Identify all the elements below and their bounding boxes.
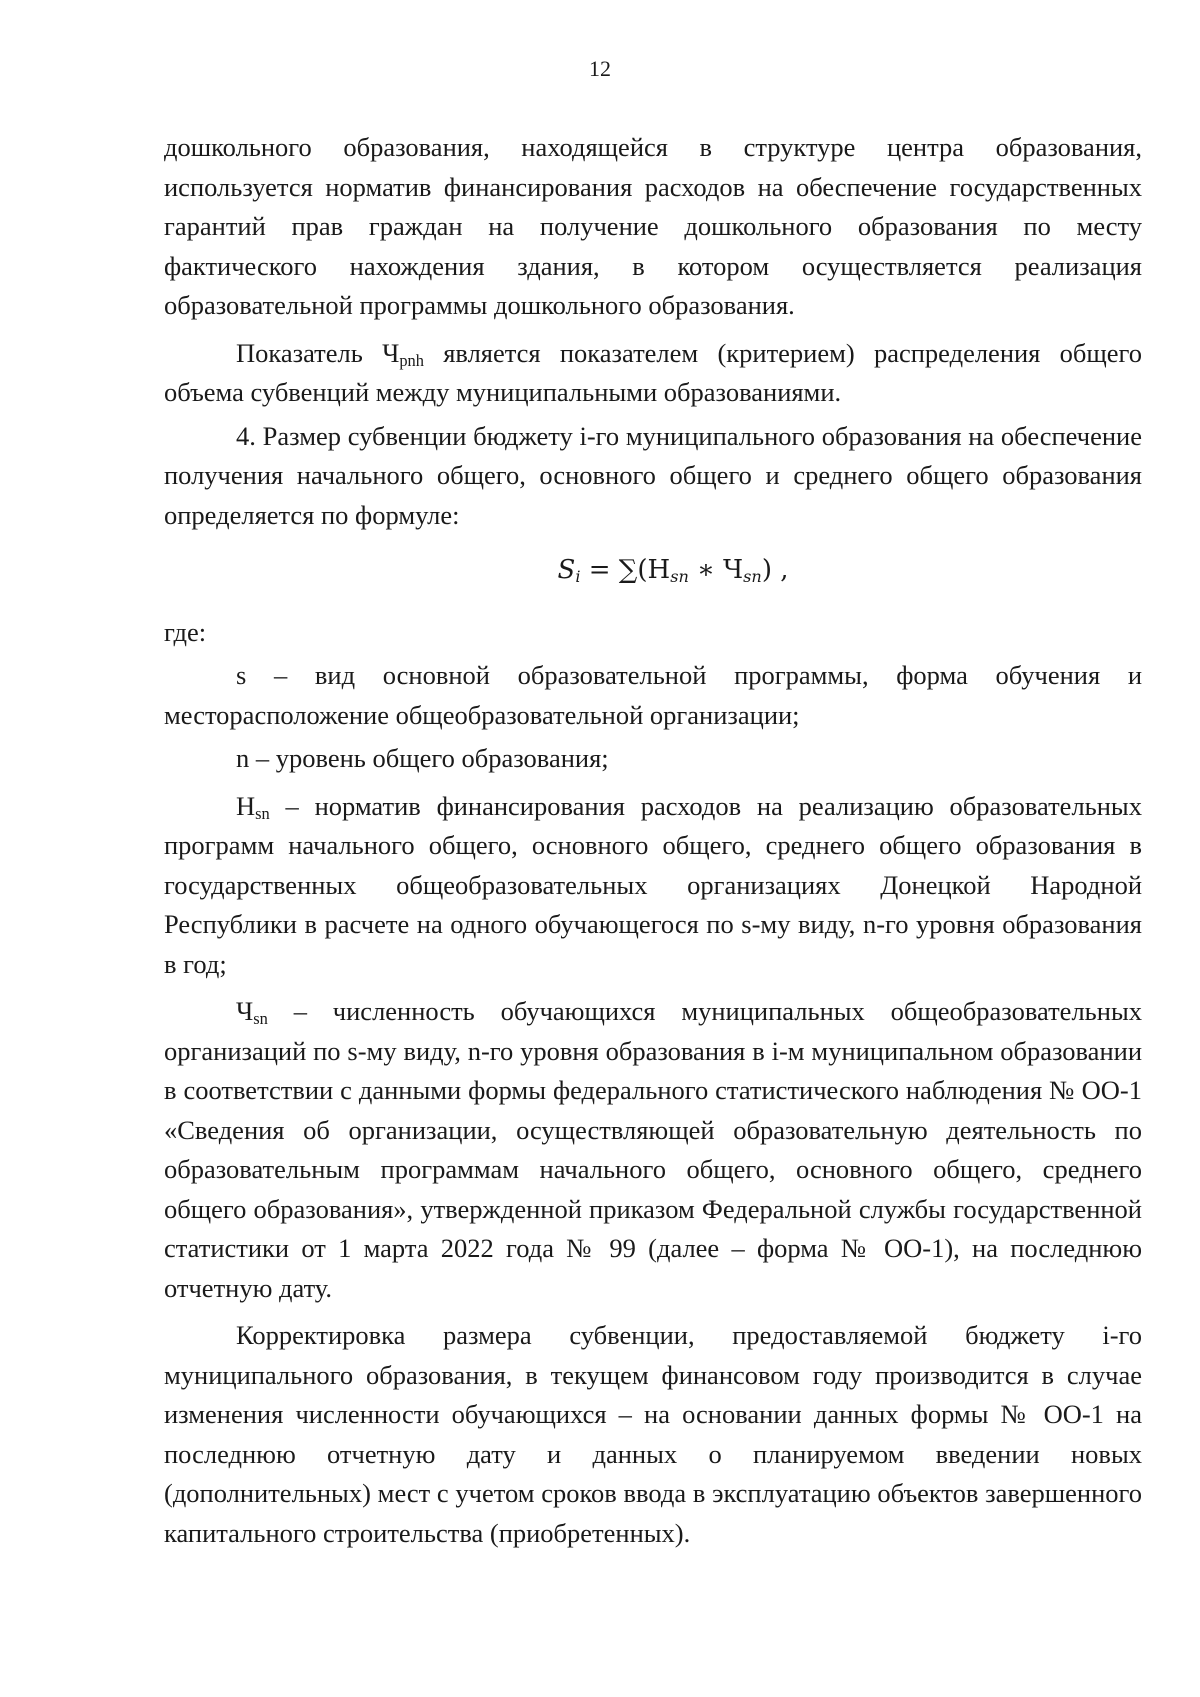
- formula-ch-symbol: Ч: [723, 555, 744, 585]
- formula-h-subscript: sn: [670, 567, 689, 587]
- paragraph-indicator: [164, 334, 1142, 413]
- formula-multiply: ∗: [688, 555, 724, 585]
- formula-ch-subscript: sn: [743, 567, 762, 587]
- paragraph-subvention-size: 4. Размер субвенции бюджету i-го муниципального образования на обеспечение получения начального общего, основного общего и среднего общего образования определяется по формуле:: [164, 420, 1142, 530]
- indicator-subscript: pnh: [399, 350, 424, 370]
- formula-lhs-subscript: i: [575, 567, 581, 587]
- chsn-symbol: Ч: [236, 996, 254, 1026]
- definition-chsn: [164, 992, 1142, 1308]
- formula-equals-sum: = ∑(: [580, 555, 648, 585]
- definition-s: s – вид основной образовательной программы, форма обучения и месторасположение общеобразовательной организации;: [164, 660, 1142, 730]
- chsn-text: – численность обучающихся муниципальных общеобразовательных организаций по s-му виду, n-го уровня образования в i-м муниципальном образовании в соответствии с данными формы федерального статистического наблюдения № ОО-1 «Сведения об организации, осуществляющей образовательную деятельность по образовательным программам начального общего, основного общего, среднего общего образования», утвержденной приказом Федеральной службы государственной статистики от 1 марта 2022 года № 99 (далее – форма № ОО-1), на последнюю отчетную дату.: [164, 996, 1142, 1303]
- document-body: [164, 128, 1142, 1553]
- hsn-subscript: sn: [255, 803, 270, 823]
- paragraph-preschool-normative: дошкольного образования, находящейся в структуре центра образования, используется норматив финансирования расходов на обеспечение государственных гарантий прав граждан на получение дошкольного образования по месту фактического нахождения здания, в котором осуществляется реализация образовательной программы дошкольного образования.: [164, 132, 1142, 320]
- page-number: 12: [589, 56, 611, 81]
- subvention-formula: [164, 551, 1142, 591]
- indicator-text-before: Показатель Ч: [236, 337, 400, 368]
- chsn-subscript: sn: [253, 1009, 268, 1029]
- indicator-text-after: является показателем (критерием) распределения общего объема субвенций между муниципальными образованиями.: [164, 337, 1142, 407]
- paragraph-correction: Корректировка размера субвенции, предоставляемой бюджету i-го муниципального образования, в текущем финансовом году производится в случае изменения численности обучающихся – на основании данных формы № ОО-1 на последнюю отчетную дату и данных о планируемом введении новых (дополнительных) мест с учетом сроков ввода в эксплуатацию объектов завершенного капитального строительства (приобретенных).: [164, 1320, 1142, 1548]
- hsn-symbol: Н: [236, 790, 256, 821]
- definition-n: n – уровень общего образования;: [236, 743, 609, 773]
- definition-hsn: [164, 787, 1142, 985]
- formula-close: ) ,: [761, 555, 789, 585]
- formula-h-symbol: Н: [647, 555, 671, 585]
- hsn-text: – норматив финансирования расходов на реализацию образовательных программ начального общего, основного общего, среднего общего образования в государственных общеобразовательных организациях Донецкой Народной Республики в расчете на одного обучающегося по s-му виду, n-го уровня образования в год;: [164, 790, 1142, 979]
- formula-lhs: S: [557, 555, 576, 585]
- where-label: где:: [164, 616, 207, 647]
